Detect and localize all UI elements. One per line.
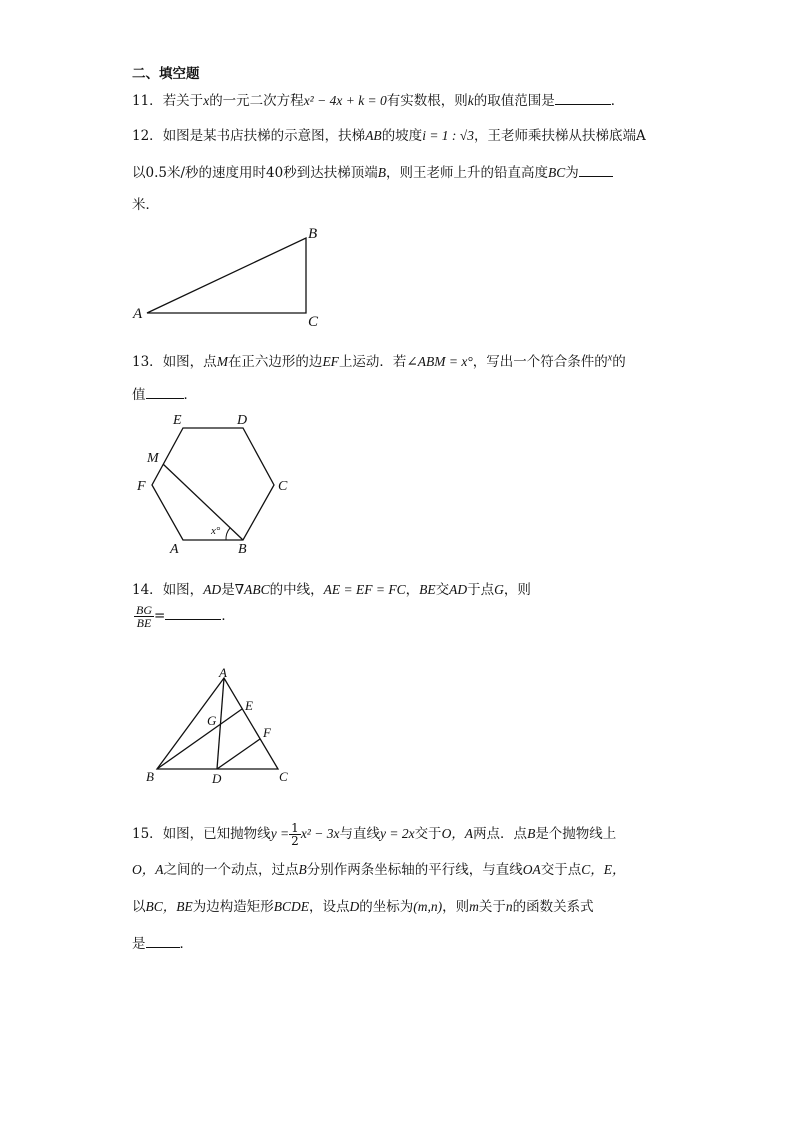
q11-end: ． bbox=[610, 93, 625, 109]
label-a: A bbox=[170, 542, 179, 557]
q13-angle: ∠ABM = x° bbox=[406, 354, 473, 369]
q15-text: 为边构造矩形 bbox=[192, 899, 274, 915]
q15-parabola-rhs: x² − 3x bbox=[300, 826, 340, 841]
q14-text: ，则 bbox=[503, 582, 531, 598]
section-title: 二、填空题 bbox=[132, 66, 200, 82]
segment-df bbox=[217, 739, 260, 769]
q12-seg-ab: AB bbox=[365, 128, 382, 143]
q11-var-x: x bbox=[203, 93, 210, 108]
q14-seg-be: BE bbox=[419, 582, 436, 597]
q14-end: ． bbox=[221, 608, 235, 624]
q11-text: 的取值范围是 bbox=[473, 93, 555, 109]
q15-text: 的坐标为 bbox=[359, 899, 414, 915]
label-b: B bbox=[146, 769, 154, 784]
q12-text: 如图是某书店扶梯的示意图，扶梯 bbox=[162, 128, 366, 144]
label-a: A bbox=[219, 665, 227, 680]
label-f: F bbox=[263, 725, 271, 740]
label-b: B bbox=[238, 542, 247, 557]
q14-number: 14． bbox=[132, 582, 163, 598]
q12-text: ，王老师乘扶梯从扶梯底端A bbox=[473, 128, 646, 144]
q15-text: ，设点 bbox=[309, 899, 350, 915]
q11-text: 有实数根，则 bbox=[386, 93, 468, 109]
q15-fraction bbox=[289, 822, 301, 847]
label-a: A bbox=[133, 306, 143, 322]
label-f: F bbox=[137, 479, 146, 494]
label-e: E bbox=[173, 413, 182, 428]
q11-var-k: k bbox=[467, 93, 474, 108]
q12-text: 为 bbox=[565, 165, 579, 181]
q13-seg-ef: EF bbox=[322, 354, 339, 369]
q15-text: 交于 bbox=[414, 826, 442, 842]
q15-text: ，则 bbox=[442, 899, 470, 915]
q12-slope: i = 1 : √3 bbox=[422, 128, 474, 143]
q11-equation: x² − 4x + k = 0 bbox=[303, 93, 387, 108]
q15-text: 关于 bbox=[478, 899, 506, 915]
q15-pt-b: B bbox=[298, 862, 307, 877]
q15-coord: (m,n) bbox=[413, 899, 443, 914]
question-15-line4 bbox=[132, 932, 193, 952]
q15-pt-d: D bbox=[349, 899, 360, 914]
label-d: D bbox=[237, 413, 248, 428]
q14-text: 如图， bbox=[162, 582, 204, 598]
question-15-line1 bbox=[132, 822, 616, 847]
q15-text: 是个抛物线上 bbox=[535, 826, 617, 842]
q14-text: 是 bbox=[221, 582, 235, 598]
q14-text: ， bbox=[405, 582, 420, 598]
q11-text: 若关于 bbox=[162, 93, 204, 109]
q14-text: 的中线， bbox=[269, 582, 324, 598]
q12-text: 以0.5米/秒的速度用时40秒到达扶梯顶端 bbox=[132, 165, 378, 181]
q14-text: 交 bbox=[435, 582, 450, 598]
q12-number: 12． bbox=[132, 128, 163, 144]
q13-var-x: x bbox=[607, 352, 613, 364]
q15-text: 交于点 bbox=[540, 862, 582, 878]
q15-var-n: n bbox=[505, 899, 513, 914]
label-c: C bbox=[278, 479, 288, 494]
label-b: B bbox=[308, 226, 318, 242]
q15-line-eq: y = 2x bbox=[379, 826, 415, 841]
q15-rect: BCDE bbox=[273, 899, 309, 914]
q13-text: 值 bbox=[132, 387, 146, 403]
q14-text: 于点 bbox=[467, 582, 495, 598]
label-angle-x: x° bbox=[211, 525, 221, 537]
q14-triangle: ∇ABC bbox=[234, 582, 270, 597]
q15-end: ． bbox=[179, 936, 193, 952]
q15-pts-ce: C，E， bbox=[581, 862, 626, 877]
q12-pt-b: B bbox=[377, 165, 386, 180]
q14-equality: AE = EF = FC bbox=[323, 582, 406, 597]
q12-seg-bc: BC bbox=[547, 165, 566, 180]
label-c: C bbox=[308, 314, 319, 330]
q13-pt-m: M bbox=[216, 354, 228, 369]
q15-text: 分别作两条坐标轴的平行线，与直线 bbox=[306, 862, 523, 878]
q13-text: 如图，点 bbox=[162, 354, 217, 370]
q14-seg-ad: AD bbox=[449, 582, 468, 597]
q15-number: 15． bbox=[132, 826, 163, 842]
q14-seg-ad: AD bbox=[203, 582, 222, 597]
label-c: C bbox=[279, 769, 288, 784]
q13-number: 13． bbox=[132, 354, 163, 370]
q14-equals: = bbox=[154, 608, 166, 624]
q15-text: 之间的一个动点，过点 bbox=[163, 862, 299, 878]
q13-end: ． bbox=[183, 387, 197, 403]
q13-text: 上运动．若 bbox=[338, 354, 407, 370]
q15-pt-b: B bbox=[527, 826, 536, 841]
q15-pts-oa: O，A bbox=[441, 826, 474, 841]
answer-blank[interactable] bbox=[146, 935, 180, 948]
label-g: G bbox=[207, 713, 217, 728]
q13-text: 的 bbox=[612, 354, 626, 370]
q15-frac-num: 1 bbox=[291, 821, 299, 835]
q11-text: 的一元二次方程 bbox=[209, 93, 304, 109]
q12-line3: 米． bbox=[132, 197, 159, 213]
q14-pt-g: G bbox=[494, 582, 504, 597]
q15-parabola-lhs: y = bbox=[270, 826, 290, 841]
q13-text: ，写出一个符合条件的 bbox=[472, 354, 608, 370]
q12-text: ，则王老师上升的铅直高度 bbox=[385, 165, 548, 181]
label-e: E bbox=[245, 698, 253, 713]
q15-text: 以 bbox=[132, 899, 146, 915]
q15-text: 两点．点 bbox=[473, 826, 528, 842]
q15-text: 的函数关系式 bbox=[512, 899, 594, 915]
q15-text: 与直线 bbox=[339, 826, 380, 842]
q15-text: 是 bbox=[132, 936, 146, 952]
q15-pts-oa: O，A bbox=[132, 862, 164, 877]
q11-number: 11． bbox=[132, 93, 163, 109]
q14-frac-den: BE bbox=[136, 616, 152, 630]
q15-text: 如图，已知抛物线 bbox=[162, 826, 271, 842]
q15-seg-oa: OA bbox=[522, 862, 541, 877]
q15-frac-den: 2 bbox=[291, 834, 299, 848]
q13-text: 在正六边形的边 bbox=[227, 354, 323, 370]
q14-frac-num: BG bbox=[136, 603, 152, 617]
question-15-line3 bbox=[132, 895, 594, 915]
question-15-line2 bbox=[132, 858, 626, 878]
q15-bc-be: BC，BE bbox=[145, 899, 193, 914]
q12-text: 的坡度 bbox=[381, 128, 423, 144]
label-m: M bbox=[147, 451, 159, 466]
q15-var-m: m bbox=[469, 899, 479, 914]
label-d: D bbox=[212, 771, 222, 786]
